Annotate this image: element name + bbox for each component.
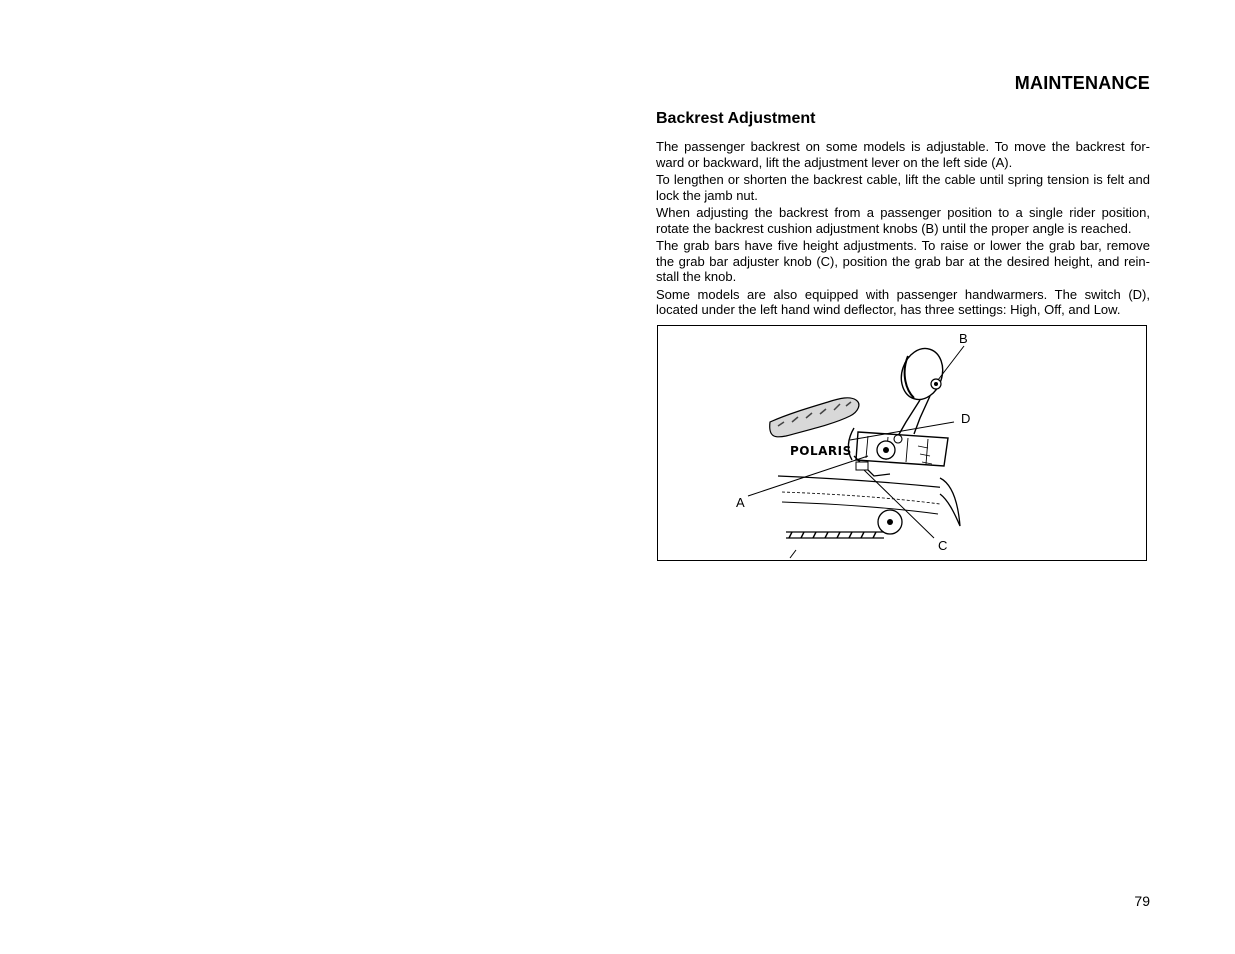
callout-a: A [736, 495, 745, 510]
content-column [656, 109, 1150, 320]
grab-bar-adjuster-knob [856, 462, 868, 470]
adjustment-hub-center [883, 447, 889, 453]
tunnel-line [782, 502, 938, 514]
handwarmer-switch [894, 435, 902, 443]
idler-wheel-hub [887, 519, 893, 525]
section-heading: Backrest Adjustment [656, 110, 816, 127]
rider-seat [770, 398, 859, 437]
paragraph-grab-bars: The grab bars have five height adjustments. To raise or lower the grab bar, remove the grab bar adjuster knob (C), position the grab bar at the desired height, and rein- stall the knob. [656, 238, 1150, 284]
callout-c: C [938, 538, 948, 553]
rack-detail [918, 446, 932, 464]
backrest-illustration [657, 325, 1147, 561]
cushion-knob-center [934, 382, 938, 386]
paragraph-handwarmers: Some models are also equipped with passenger handwarmers. The switch (D), located under the left hand wind deflector, has three settings: High, Off, and Low. [656, 286, 1150, 317]
backrest-pad [895, 343, 949, 405]
page-number: 79 [1134, 893, 1150, 909]
track-end-mark [790, 550, 796, 558]
track-lugs [789, 532, 876, 538]
snowmobile-rear-drawing [658, 326, 1148, 562]
callout-d: D [961, 411, 971, 426]
snow-flap [940, 478, 960, 526]
backrest-support [898, 396, 930, 436]
polaris-decal: POLARIS [790, 444, 852, 458]
section-header: MAINTENANCE [1014, 73, 1150, 93]
paragraph-backrest-lever: The passenger backrest on some models is adjustable. To move the backrest for- ward or backward, lift the adjustment lever on the left side (A). [656, 139, 1150, 170]
tunnel-detail [782, 492, 940, 504]
paragraph-cushion-knobs: When adjusting the backrest from a passenger position to a single rider position, rotate the backrest cushion adjustment knobs (B) until the proper angle is reached. [656, 205, 1150, 236]
leader-line-a [748, 456, 868, 496]
callout-b: B [959, 331, 968, 346]
paragraph-backrest-cable: To lengthen or shorten the backrest cable, lift the cable until spring tension is felt and lock the jamb nut. [656, 172, 1150, 203]
